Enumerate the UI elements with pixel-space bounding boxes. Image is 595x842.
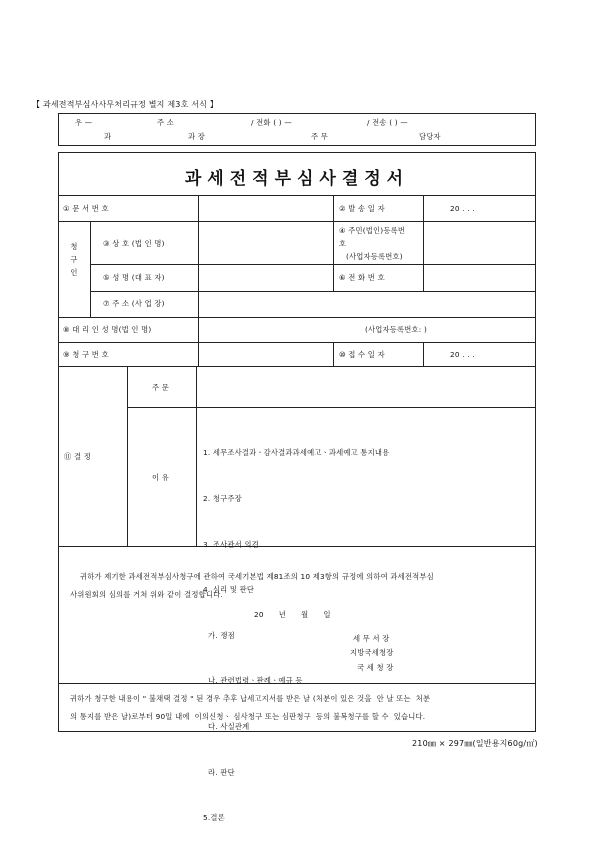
form-label: 【 과세전적부심사사무처리규정 별지 제3호 서식 】 [32, 100, 219, 109]
header-phone: / 전화 ( ) — [251, 118, 292, 127]
reason-item: 라. 판단 [203, 767, 235, 777]
header-in-charge: 담당자 [419, 132, 441, 141]
reason-item: 4. 심리 및 판단 [203, 585, 255, 595]
address-field[interactable] [199, 292, 535, 316]
firm-field[interactable] [199, 222, 332, 263]
office-regional: 지방국세청장 [350, 648, 394, 657]
claim-no-field[interactable] [199, 343, 332, 365]
receipt-date-value[interactable]: 20 . . . [450, 350, 475, 359]
order-label: 주 문 [152, 383, 170, 392]
header-division-head: 과 장 [188, 132, 206, 141]
id-label-3: (사업자등록번호) [346, 252, 403, 261]
sender-header [58, 113, 536, 146]
reason-list [203, 415, 389, 841]
id-label-1: ④ 주민(법인)등록번 [339, 226, 406, 235]
firm-label: ③ 상 호 (법 인 명) [103, 239, 165, 248]
office-national: 국 세 청 장 [357, 663, 394, 672]
id-field[interactable] [424, 222, 535, 263]
claim-no-label: ⑨ 청 구 번 호 [63, 350, 109, 359]
reason-item: 3. 조사관서 의견 [203, 539, 259, 549]
order-field[interactable] [197, 367, 535, 406]
office-tax-office: 세 무 서 장 [353, 634, 390, 643]
name-label: ⑤ 성 명 (대 표 자) [103, 273, 165, 282]
agent-biz-no[interactable]: (사업자등록번호: ) [365, 325, 428, 334]
header-officer: 주 무 [311, 132, 329, 141]
statement-line-1: 귀하가 제기한 과세전적부심사청구에 관하여 국세기본법 제81조의 10 제3항의 규정에 의하여 과세전적부심 [80, 572, 434, 581]
doc-no-label: ① 문 서 번 호 [63, 204, 109, 213]
reason-item: 2. 청구주장 [203, 494, 242, 504]
send-date-label: ② 발 송 일 자 [339, 204, 385, 213]
reason-item: 1. 세무조사결과ㆍ감사결과과세예고ㆍ과세예고 통지내용 [203, 448, 390, 458]
notice-line-1: 귀하가 청구한 내용이 " 불채택 결정 " 된 경우 추후 납세고지서를 받은 날 (처분이 있은 것을 안 날 또는 처분 [70, 694, 431, 703]
doc-no-field[interactable] [199, 196, 332, 220]
statement-date: 20 년 월 일 [254, 610, 331, 619]
statement-line-2: 사위원회의 심의를 거쳐 위와 같이 결정합니다. [70, 590, 223, 599]
reason-item: 가. 쟁점 [203, 630, 235, 640]
send-date-value[interactable]: 20 . . . [450, 204, 475, 213]
page-title: 과세전적부심사결정서 [184, 169, 410, 189]
phone-label: ⑥ 전 화 번 호 [339, 273, 385, 282]
header-fax: / 전송 ( ) — [367, 118, 408, 127]
reason-label: 이 유 [152, 473, 170, 482]
reason-item: 5.결론 [203, 813, 225, 823]
decision-label: ⑪ 결 정 [64, 452, 92, 461]
reason-item: 나. 관련법령ㆍ판례ㆍ예규 등 [203, 676, 303, 686]
paper-size: 210㎜ × 297㎜(일반용지60g/㎡) [412, 739, 538, 748]
reason-item: 다. 사실관계 [203, 722, 250, 732]
header-division: 과 [104, 132, 112, 141]
agent-label: ⑧ 대 리 인 성 명(법 인 명) [63, 325, 152, 334]
receipt-date-label: ⑩ 접 수 일 자 [339, 350, 385, 359]
header-post: 우 — [75, 118, 93, 127]
name-field[interactable] [199, 265, 332, 290]
notice-line-2: 의 통지를 받은 날)로부터 90일 내에 이의신청ㆍ 심사청구 또는 심판청구 등의 불복청구를 할 수 있습니다. [70, 712, 426, 721]
id-label-2: 호 [339, 239, 347, 248]
header-address: 주 소 [157, 118, 175, 127]
address-label: ⑦ 주 소 (사 업 장) [103, 299, 165, 308]
claimant-label: 청 구 인 [70, 242, 78, 277]
phone-field[interactable] [424, 265, 535, 290]
